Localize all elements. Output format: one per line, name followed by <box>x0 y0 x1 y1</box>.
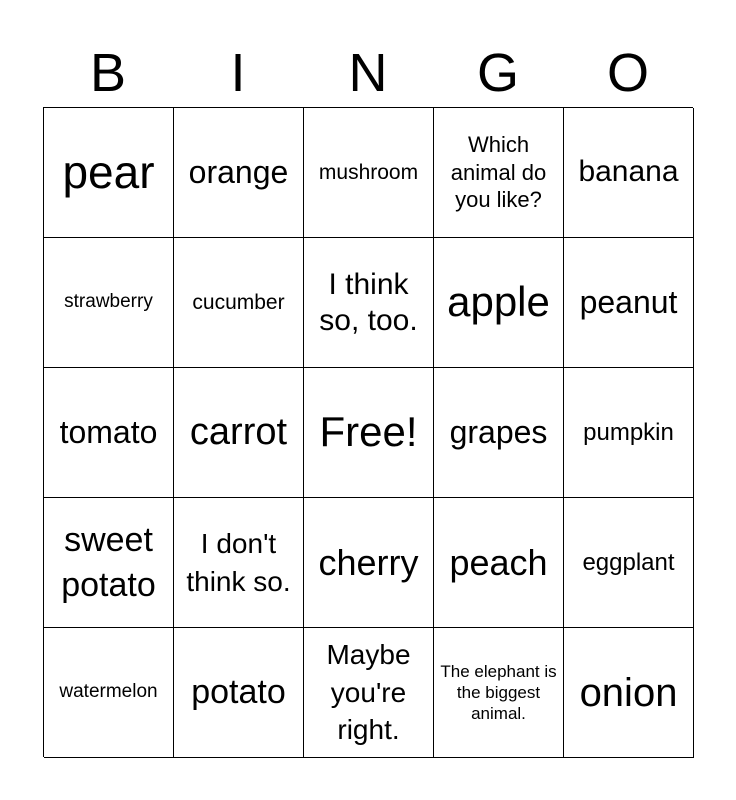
bingo-cell-r3c1[interactable] <box>44 368 174 498</box>
bingo-cell-r4c4[interactable] <box>434 498 564 628</box>
header-letter-b: B <box>89 43 127 103</box>
bingo-cell-text: orange <box>188 154 289 191</box>
bingo-cell-r4c1[interactable] <box>44 498 174 628</box>
bingo-header <box>43 40 693 106</box>
bingo-cell-r4c5[interactable] <box>564 498 694 628</box>
bingo-cell-r1c4[interactable] <box>434 108 564 238</box>
bingo-cell-text: banana <box>578 155 679 189</box>
bingo-cell-r5c4[interactable] <box>434 628 564 758</box>
bingo-cell-r2c1[interactable] <box>44 238 174 368</box>
bingo-cell-r1c5[interactable] <box>564 108 694 238</box>
bingo-cell-r5c1[interactable] <box>44 628 174 758</box>
bingo-cell-text: strawberry <box>64 291 153 313</box>
header-letter-i: I <box>230 43 246 103</box>
header-letter-o: O <box>606 43 649 103</box>
bingo-cell-r1c1[interactable] <box>44 108 174 238</box>
bingo-cell-text: tomato <box>59 414 158 451</box>
bingo-cell-text: Which animal do you like? <box>450 132 547 213</box>
bingo-cell-text: Maybe you're right. <box>326 638 411 746</box>
bingo-cell-r5c3[interactable] <box>304 628 434 758</box>
bingo-cell-text: grapes <box>449 414 548 451</box>
bingo-cell-r3c5[interactable] <box>564 368 694 498</box>
bingo-cell-text: Free! <box>319 408 418 456</box>
bingo-cell-text: potato <box>191 672 286 711</box>
header-letter-g: G <box>476 43 519 103</box>
bingo-cell-r4c3[interactable] <box>304 498 434 628</box>
header-letter-n: N <box>348 43 388 103</box>
bingo-cell-r4c2[interactable] <box>174 498 304 628</box>
bingo-cell-text: pumpkin <box>583 418 674 446</box>
bingo-cell-r3c2[interactable] <box>174 368 304 498</box>
bingo-cell-text: cucumber <box>192 290 285 314</box>
bingo-cell-r5c5[interactable] <box>564 628 694 758</box>
bingo-cell-text: I think so, too. <box>319 267 418 337</box>
bingo-cell-text: I don't think so. <box>186 527 291 597</box>
bingo-cell-text: cherry <box>318 541 419 583</box>
bingo-cell-text: The elephant is the biggest animal. <box>440 661 557 724</box>
bingo-cell-text: peach <box>449 541 548 583</box>
bingo-cell-text: eggplant <box>582 548 675 576</box>
bingo-cell-text: sweet potato <box>61 521 156 604</box>
bingo-card-grid <box>43 107 693 757</box>
bingo-cell-r2c4[interactable] <box>434 238 564 368</box>
bingo-cell-r3c4[interactable] <box>434 368 564 498</box>
bingo-cell-r5c2[interactable] <box>174 628 304 758</box>
bingo-cell-text: onion <box>579 670 678 715</box>
bingo-cell-r2c2[interactable] <box>174 238 304 368</box>
bingo-cell-r1c2[interactable] <box>174 108 304 238</box>
bingo-cell-text: peanut <box>579 284 678 321</box>
bingo-cell-free[interactable] <box>304 368 434 498</box>
bingo-cell-r2c3[interactable] <box>304 238 434 368</box>
bingo-cell-text: watermelon <box>59 681 158 703</box>
bingo-cell-r2c5[interactable] <box>564 238 694 368</box>
bingo-cell-text: apple <box>447 278 550 326</box>
bingo-cell-text: mushroom <box>318 160 419 184</box>
bingo-cell-r1c3[interactable] <box>304 108 434 238</box>
bingo-cell-text: carrot <box>189 410 288 453</box>
bingo-cell-text: pear <box>62 146 155 199</box>
